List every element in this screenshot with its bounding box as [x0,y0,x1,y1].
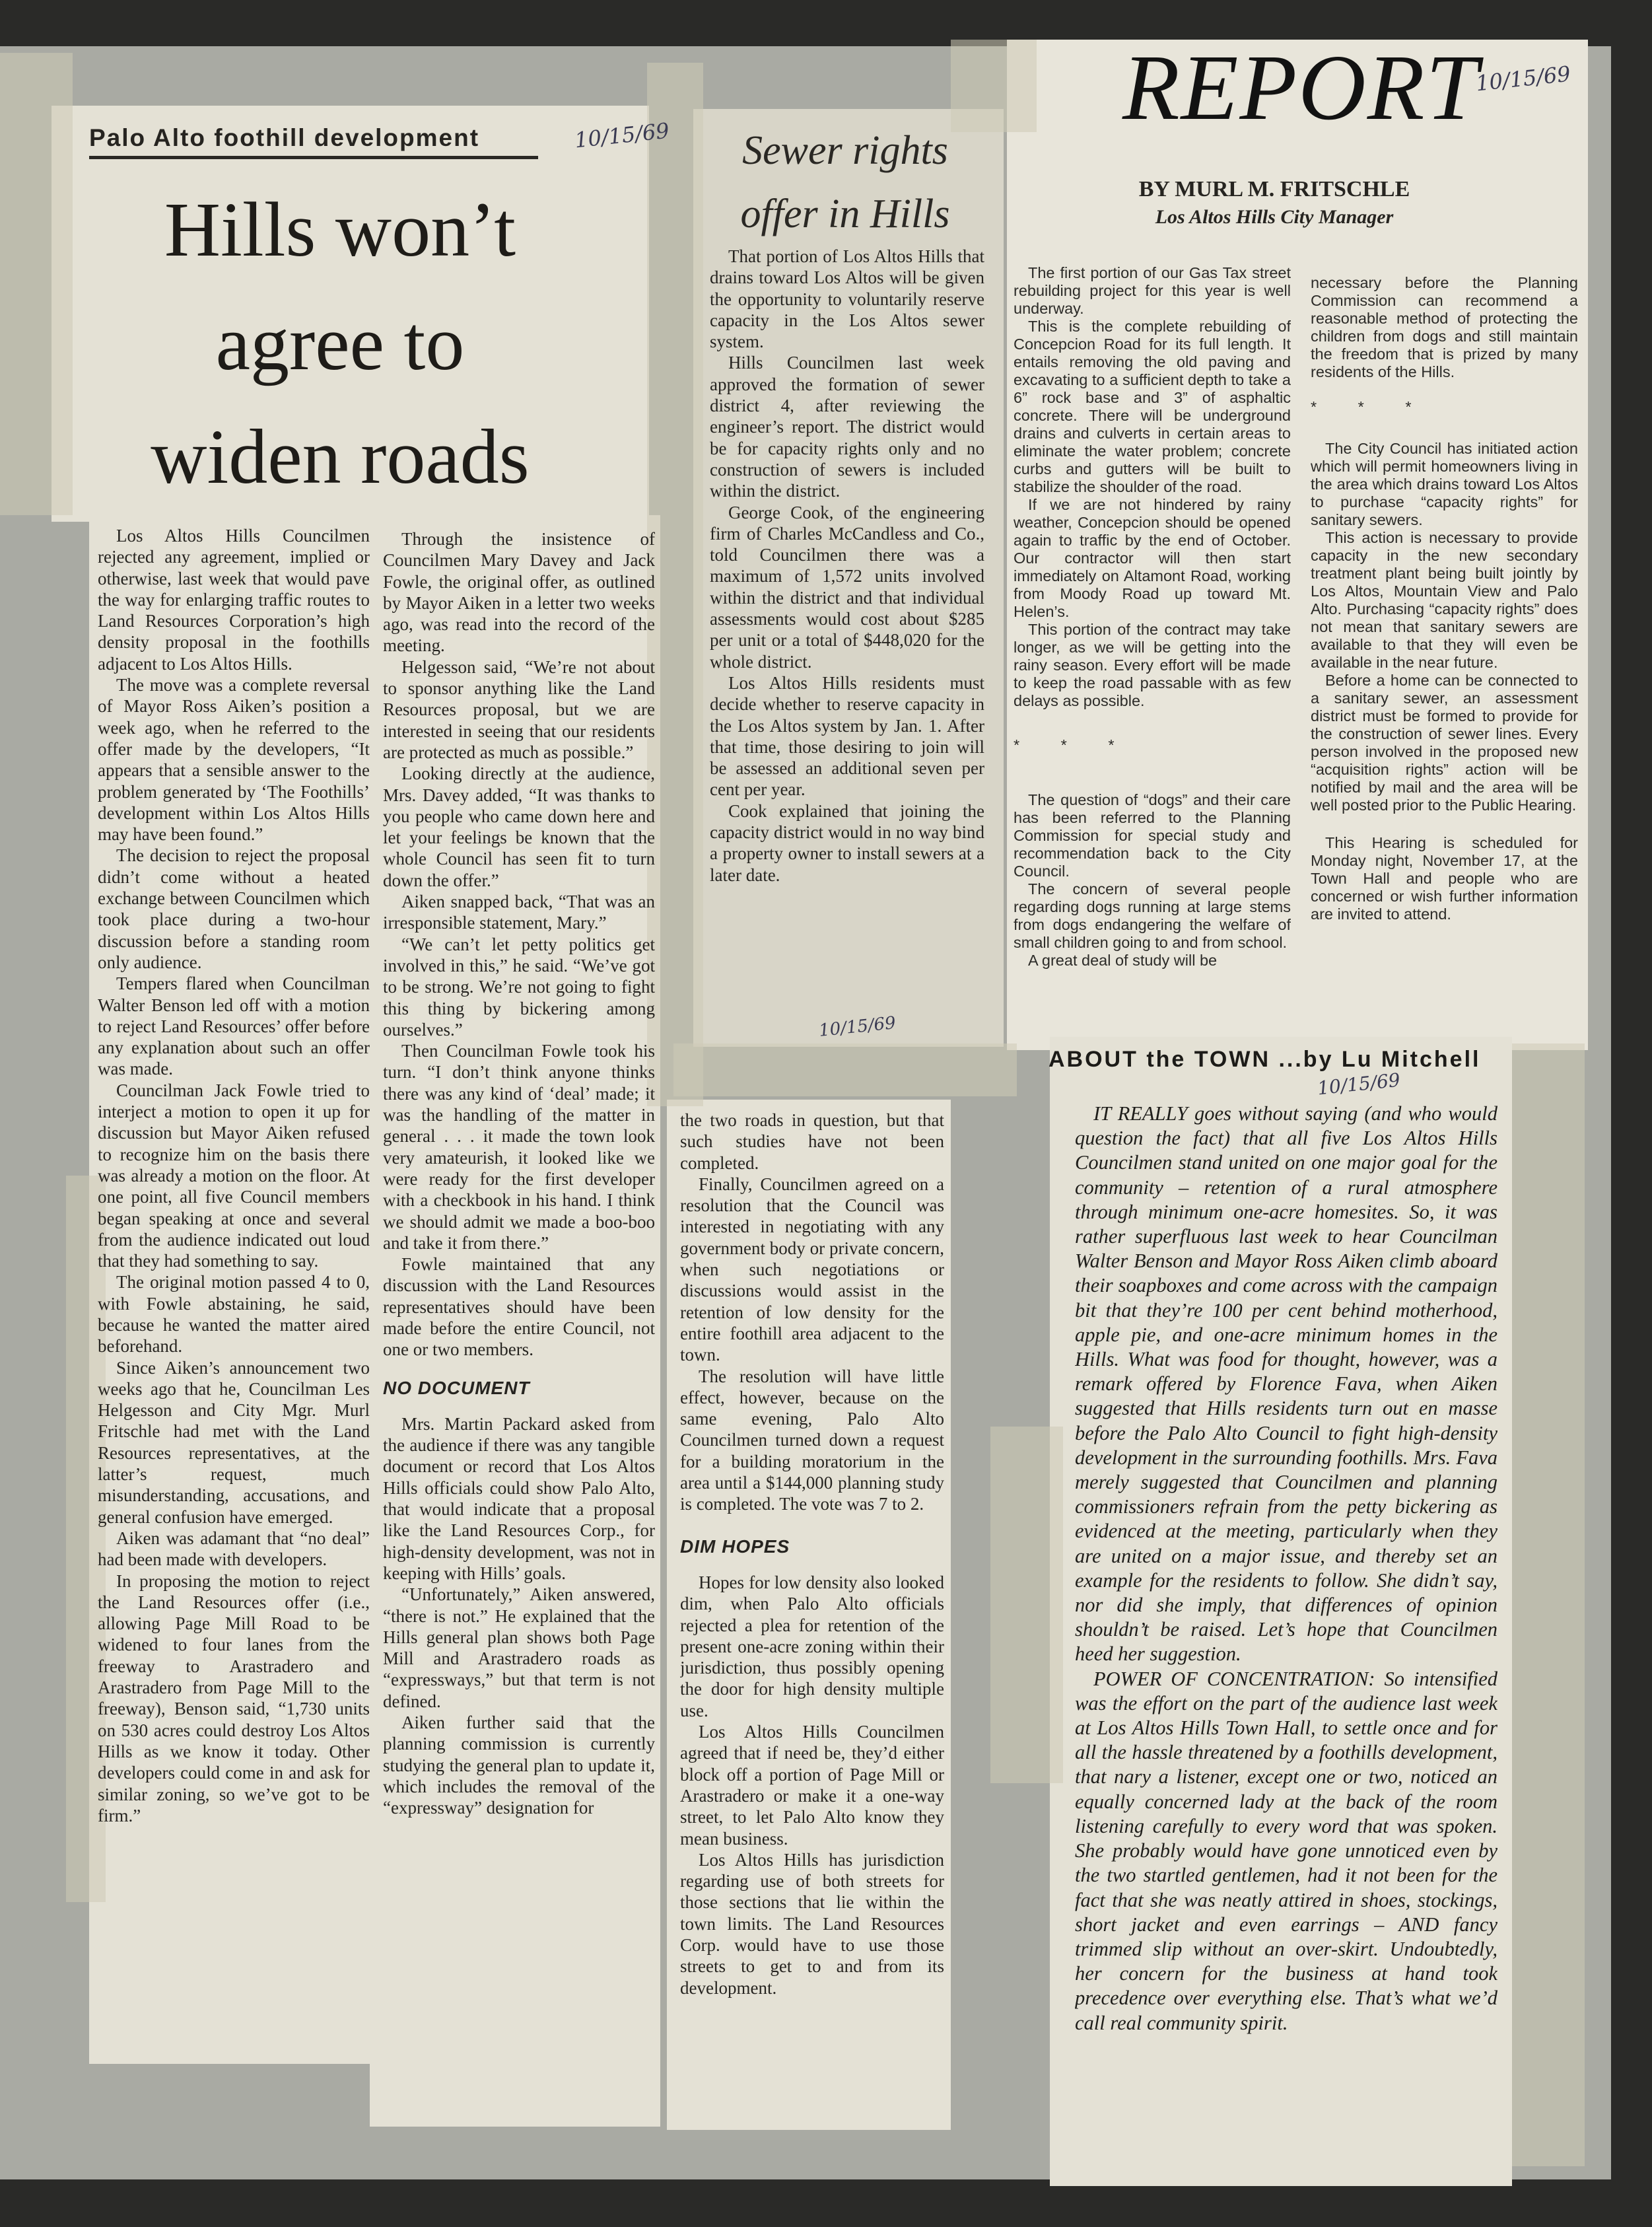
report-paragraph: This is the complete rebuilding of Concepcion Road for its full length. It entails removing the old paving and excavating to a sufficient depth to take a 6” rock base and 3” of asphaltic concrete. There will be underground drains and culverts in certain areas to eliminate the water problem; concrete curbs and gutters will be built to stabilize the shoulder of the road. [1014,318,1291,495]
handwritten-date: 10/15/69 [1474,61,1572,96]
report-paragraph: Before a home can be connected to a sanitary sewer, an assessment district must be formed to provide for the construction of sewer lines. Every person involved in the proposed new “acquisition rights” action will be notified by mail and the area will be well posted prior to the Public Hearing. [1311,672,1578,814]
article-paragraph: Los Altos Hills Councilmen agreed that if need be, they’d either block off a portion of Page Mill or Arastradero or make it a one-way street, to let Palo Alto know they mean business. [680,1722,944,1849]
article-paragraph: Tempers flared when Councilman Walter Benson led off with a motion to reject Land Resources’ offer before any explanation about such an offer was made. [98,973,370,1079]
report-paragraph: A great deal of study will be [1028,952,1218,969]
report-paragraph: This portion of the contract may take longer, as we will be getting into the rainy season. Every effort will be made to keep the road passable with as few delays as possible. [1014,621,1291,709]
column-paragraph: POWER OF CONCENTRATION: So intensified was the effort on the part of the audience last week at Los Altos Hills Town Hall, to settle once and for all the hassle threatened by a foothills development, that nary a listener, except one or two, noticed an equally concerned lady at the back of the room listening carefully to every word that was spoken. She probably would have gone unnoticed even by the two startled gentlemen, had it not been for the fact that she was neatly attired in shoes, stockings, short jacket and even earrings – AND fancy trimmed slip without an over-skirt. Undoubtedly, her concern for the business at hand took precedence over everything else. That’s what we’d call real community spirit. [1075,1667,1497,2034]
article-paragraph: Helgesson said, “We’re not about to sponsor anything like the Land Resources proposal, but we are interested in seeing that our residents are protected as much as possible.” [383,656,655,762]
article-paragraph: Aiken was adamant that “no deal” had been made with developers. [98,1528,370,1570]
headline-line: agree to [215,300,465,386]
article-paragraph: Finally, Councilmen agreed on a resolution that the Council was interested in negotiating with any government body or private concern, when such negotiations or discussions would assist in the retention of low density for the entire foothill area adjacent to the town. [680,1174,944,1365]
hills-article-column-3 [680,1110,944,2127]
handwritten-date: 10/15/69 [1316,1069,1402,1100]
report-column-1 [1014,264,1291,1043]
sewer-article-body [710,246,984,1038]
report-paragraph: The question of “dogs” and their care has been referred to the Planning Commission for special study and recommendation back to the City Council. [1014,791,1291,880]
subhead-no-document: NO DOCUMENT [383,1377,530,1398]
headline-line: Hills won’t [164,186,516,273]
hills-article-column-2 [383,528,655,2127]
article-paragraph: Aiken snapped back, “That was an irresponsible statement, Mary.” [383,892,655,933]
report-paragraph: The concern of several people regarding dogs running at large stems from dogs endangering the welfare of small children going to and from school. [1014,880,1291,951]
handwritten-date: 10/15/69 [817,1012,897,1042]
section-divider: * * * [1014,736,1133,754]
report-title: REPORT [1122,35,1480,139]
article-paragraph: the two roads in question, but that such studies have not been completed. [680,1110,944,1173]
article-paragraph: The original motion passed 4 to 0, with Fowle abstaining, he said, because he wanted the matter aired beforehand. [98,1272,370,1357]
article-paragraph: Looking directly at the audience, Mrs. Davey added, “It was thanks to you people who came down here and let your feelings be known that the whole Council has seen fit to turn down the offer.” [383,763,655,890]
article-paragraph: Los Altos Hills Councilmen rejected any agreement, implied or otherwise, last week that would pave the way for enlarging traffic routes to Land Resources Corporation’s high density proposal in the foothills adjacent to Los Altos Hills. [98,526,370,674]
tape-strip [0,53,73,515]
article-paragraph: Los Altos Hills residents must decide whether to reserve capacity in the Los Altos system by Jan. 1. After that time, those desiring to join will be assessed an additional seven per cent per year. [710,672,984,800]
report-paragraph: If we are not hindered by rainy weather, Concepcion should be opened again to traffic by the end of October. Our contractor will then start immediately on Altamont Road, working from Moody Road up toward Mt. Helen’s. [1014,496,1291,620]
headline-line: offer in Hills [740,192,950,236]
hills-article-column-1 [98,525,370,2123]
article-paragraph: “Unfortunately,” Aiken answered, “there is not.” He explained that the Hills general plan shows both Page Mill and Arastradero roads as “expressways,” but that term is not defined. [383,1584,655,1711]
handwritten-date: 10/15/69 [573,118,671,153]
report-paragraph: The City Council has initiated action which will permit homeowners living in the area which drains toward Los Altos to purchase “capacity rights” for sanitary sewers. [1311,440,1578,528]
article-paragraph: Since Aiken’s announcement two weeks ago that he, Councilman Les Helgesson and City Mgr. Murl Fritschle had met with the Land Resources representatives, at the latter’s request, much misunderstanding, accusations, and general confusion have emerged. [98,1357,370,1527]
report-paragraph: The first portion of our Gas Tax street rebuilding project for this year is well underway. [1014,264,1291,317]
headline-line: widen roads [151,413,530,500]
report-paragraph: This Hearing is scheduled for Monday night, November 17, at the Town Hall and people who are concerned or wish further information are invited to attend. [1311,834,1578,923]
article-paragraph: Cook explained that joining the capacity district would in no way bind a property owner to install sewers at a later date. [710,800,984,885]
byline-author: BY MURL M. FRITSCHLE [1138,177,1410,201]
article-paragraph: Fowle maintained that any discussion with the Land Resources representatives should have been made before the entire Council, not one or two members. [383,1254,655,1360]
tape-strip [1512,1043,1585,2166]
tape-strip [647,63,703,1106]
article-paragraph: That portion of Los Altos Hills that drains toward Los Altos will be given the opportunity to voluntarily reserve capacity in the Los Altos sewer system. [710,246,984,352]
article-kicker: Palo Alto foothill development [89,124,538,159]
headline-line: Sewer rights [742,128,948,173]
report-byline [1017,176,1532,231]
article-headline [89,173,591,514]
column-paragraph: IT REALLY goes without saying (and who would question the fact) that all five Los Altos Hills Councilmen stand united on one major goal for the community – retention of a rural atmosphere through minimum one-acre homesites. So, it was rather superfluous last week to hear Councilman Walter Benson and Mayor Ross Aiken climb aboard their soapboxes and come across with the campaign bit that they’re 100 per cent behind motherhood, apple pie, and one-acre minimum homes in the Hills. What was food for thought, however, was a remark offered by Florence Fava, when Aiken suggested that Hills residents turn out en masse before the Palo Alto Council to fight high-density development in the surrounding foothills. Mrs. Fava merely suggested that Councilmen and planning commissioners refrain from the petty bickering as evidenced at the meeting, particularly when they are united on a major issue, and thereby set an example for the residents to follow. She didn’t say, nor did she imply, that differences of opinion shouldn’t be raised. Let’s hope that Councilmen heed her suggestion. [1075,1102,1497,1666]
article-paragraph: Councilman Jack Fowle tried to interject a motion to open it up for discussion but Mayor Aiken refused to recognize him on the basis there was already a motion on the floor. At one point, all five Council members began speaking at once and several from the audience indicated out loud that they had something to say. [98,1080,370,1271]
sewer-headline [706,119,984,246]
article-paragraph: George Cook, of the engineering firm of Charles McCandless and Co., told Councilmen there was a maximum of 1,572 units involved within the district and that individual assessments would cost about $285 per unit or a total of $448,020 for the whole district. [710,502,984,672]
article-paragraph: In proposing the motion to reject the Land Resources offer (i.e., allowing Page Mill Road to be widened to four lanes from the freeway to Arastradero and Arastradero from Page Mill to the freeway), Benson said, “1,730 units on 530 acres could destroy Los Altos Hills as we know it today. Other developers could come in and ask for similar zoning, so we’ve got to be firm.” [98,1571,370,1825]
article-paragraph: The resolution will have little effect, however, because on the same evening, Palo Alto Councilmen turned down a request for a building moratorium in the area until a $144,000 planning study is completed. The vote was 7 to 2. [680,1366,944,1514]
report-paragraph: necessary before the Planning Commission can recommend a reasonable method of protecting the children from dogs and still maintain the freedom that is prized by many residents of the Hills. [1311,274,1578,380]
report-paragraph: This action is necessary to provide capacity in the new secondary treatment plant being built jointly by Los Altos, Mountain View and Palo Alto. Purchasing “capacity rights” does not mean that sanitary sewers are available to that they will even be available in the near future. [1311,529,1578,671]
about-town-body [1075,1102,1497,2198]
article-paragraph: Hopes for low density also looked dim, when Palo Alto officials rejected a plea for retention of the present one-acre zoning within their jurisdiction, thus possibly opening the door for high density multiple use. [680,1572,944,1720]
article-paragraph: The move was a complete reversal of Mayor Ross Aiken’s position a week ago, when he referred to the offer made by the developers, “It appears that a sensible answer to the problem generated by ‘The Foothills’ development within Los Altos Hills may have been found.” [98,675,370,845]
article-paragraph: Hills Councilmen last week approved the formation of sewer district 4, after reviewing the engineer’s report. The district would be for capacity rights only and no construction of sewers is included within the district. [710,353,984,501]
article-paragraph: Through the insistence of Councilmen Mary Davey and Jack Fowle, the original offer, as outlined by Mayor Aiken in a letter two weeks ago, was read into the record of the meeting. [383,529,655,656]
article-paragraph: “We can’t let petty politics get involved in this,” he said. “We’ve got to be strong. We’re not going to fight this thing by bickering among ourselves.” [383,934,655,1040]
article-paragraph: Mrs. Martin Packard asked from the audience if there was any tangible document or record that Los Altos Hills officials could show Palo Alto, that would indicate that a proposal like the Land Resources Corp., for high-density development, was not in keeping with Hills’ goals. [383,1413,655,1583]
tape-strip [673,1043,1017,1096]
tape-strip [990,1427,1063,1783]
article-paragraph: The decision to reject the proposal didn’t come without a heated exchange between Councilmen which took place during a two-hour discussion before a standing room only audience. [98,845,370,972]
subhead-dim-hopes: DIM HOPES [680,1536,790,1557]
article-paragraph: Los Altos Hills has jurisdiction regarding use of both streets for those sections that lie within the town limits. The Land Resources Corp. would have to use those streets to get to and from its development. [680,1849,944,1998]
column-heading: ABOUT the TOWN ...by Lu Mitchell [1049,1047,1481,1072]
article-paragraph: Aiken further said that the planning commission is currently studying the general plan to update it, which includes the removal of the “expressway” designation for [383,1713,655,1818]
section-divider: * * * [1311,398,1430,415]
byline-title: Los Altos Hills City Manager [1155,206,1394,228]
report-column-2 [1311,274,1578,1053]
article-paragraph: Then Councilman Fowle took his turn. “I don’t think anyone thinks there was any kind of ‘deal’ made; it was the handling of the matter in general . . . it made the town look very amateurish, it looked like we were ready for the first developer with a checkbook in his hand. I think we should admit we made a boo-boo and take it from there.” [383,1041,655,1253]
tape-strip [951,40,1037,132]
